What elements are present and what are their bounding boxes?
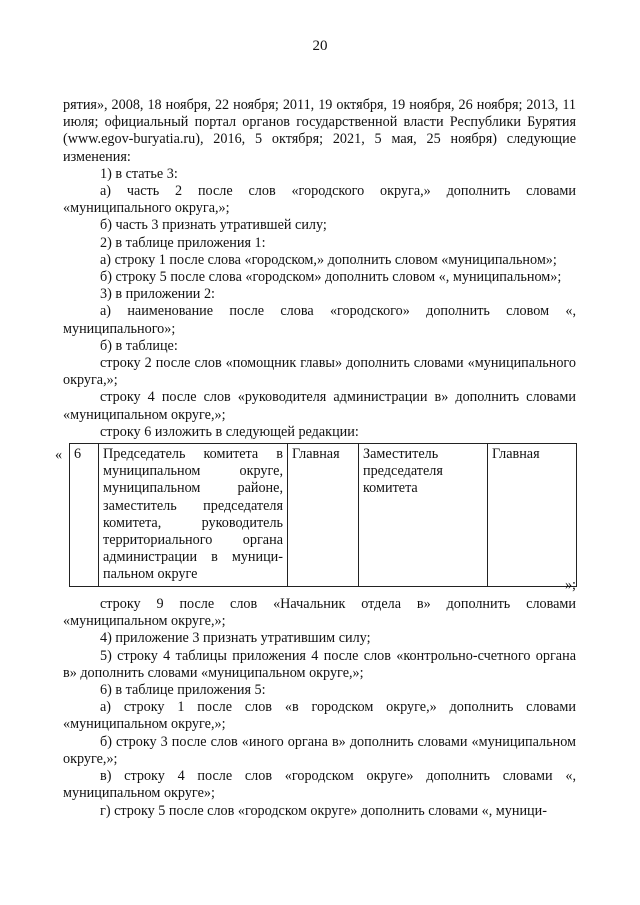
amendment-table bbox=[69, 443, 577, 587]
paragraphs-before bbox=[63, 97, 576, 441]
paragraph: а) строку 1 после слова «городском,» дополнить словом «муниципальном»; bbox=[100, 251, 557, 268]
paragraph: 4) приложение 3 признать утратившим силу; bbox=[100, 630, 371, 647]
paragraph: а) строку 1 после слов «в городском округе,» дополнить словами «муниципальном округе,»; bbox=[63, 699, 576, 733]
paragraph: б) строку 5 после слова «городском» дополнить словом «, муниципальном»; bbox=[100, 269, 562, 286]
paragraph: строку 9 после слов «Начальник отдела в» дополнить словами «муниципальном округе,»; bbox=[63, 596, 576, 630]
page-number: 20 bbox=[312, 38, 328, 54]
amendment-table-block bbox=[55, 443, 576, 594]
paragraph: б) строку 3 после слов «иного органа в» дополнить словами «муниципальном округе,»; bbox=[63, 733, 576, 767]
paragraph: 6) в таблице приложения 5: bbox=[100, 682, 266, 699]
paragraph: 3) в приложении 2: bbox=[100, 286, 215, 303]
table-close-quote: »; bbox=[564, 576, 576, 593]
paragraph: строку 4 после слов «руководителя администрации в» дополнить словами «муниципальном округе,»; bbox=[63, 389, 576, 423]
paragraph: б) часть 3 признать утратившей силу; bbox=[100, 217, 327, 234]
paragraph: б) в таблице: bbox=[100, 337, 178, 354]
row-number-cell: 6 bbox=[70, 444, 99, 587]
table-row bbox=[70, 444, 577, 587]
paragraph: 2) в таблице приложения 1: bbox=[100, 234, 266, 251]
paragraph: а) наименование после слова «городского» дополнить словом «, муниципального»; bbox=[63, 303, 576, 337]
paragraph: 1) в статье 3: bbox=[100, 165, 178, 182]
position-1-cell bbox=[99, 444, 288, 587]
document-body bbox=[55, 97, 576, 820]
position-2-cell: Заместитель председателя комитета bbox=[359, 444, 488, 587]
paragraph: 5) строку 4 таблицы приложения 4 после слов «контрольно-счетного органа в» дополнить словами «муниципальном округе,»; bbox=[63, 647, 576, 681]
paragraph: в) строку 4 после слов «городском округе» дополнить словами «, муниципальном округе»; bbox=[63, 768, 576, 802]
position-1-last-line: пальном округе bbox=[103, 566, 198, 583]
paragraph: строку 6 изложить в следующей редакции: bbox=[100, 423, 359, 440]
table-open-quote: « bbox=[55, 447, 63, 464]
paragraph: рятия», 2008, 18 ноября, 22 ноября; 2011, 19 октября, 19 ноября, 26 ноября; 2013, 11 июля; официальный портал органов государственной власти Республики Бурятия (www.egov-buryatia.ru), 2016, 5 октября; 2021, 5 мая, 25 ноября) следующие изменения: bbox=[63, 97, 576, 165]
position-1-text: Председатель комитета в муниципальном округе, муниципальном районе, заместитель председателя комитета, руководитель территориального органа администрации в муници- bbox=[103, 446, 283, 566]
paragraph: строку 2 после слов «помощник главы» дополнить словами «муниципального округа,»; bbox=[63, 355, 576, 389]
paragraph: а) часть 2 после слов «городского округа,» дополнить словами «муниципального округа,»; bbox=[63, 183, 576, 217]
category-1-cell: Главная bbox=[288, 444, 359, 587]
paragraph: г) строку 5 после слов «городском округе» дополнить словами «, муници- bbox=[100, 802, 547, 819]
paragraphs-after bbox=[63, 596, 576, 820]
category-2-cell: Главная bbox=[488, 444, 577, 587]
